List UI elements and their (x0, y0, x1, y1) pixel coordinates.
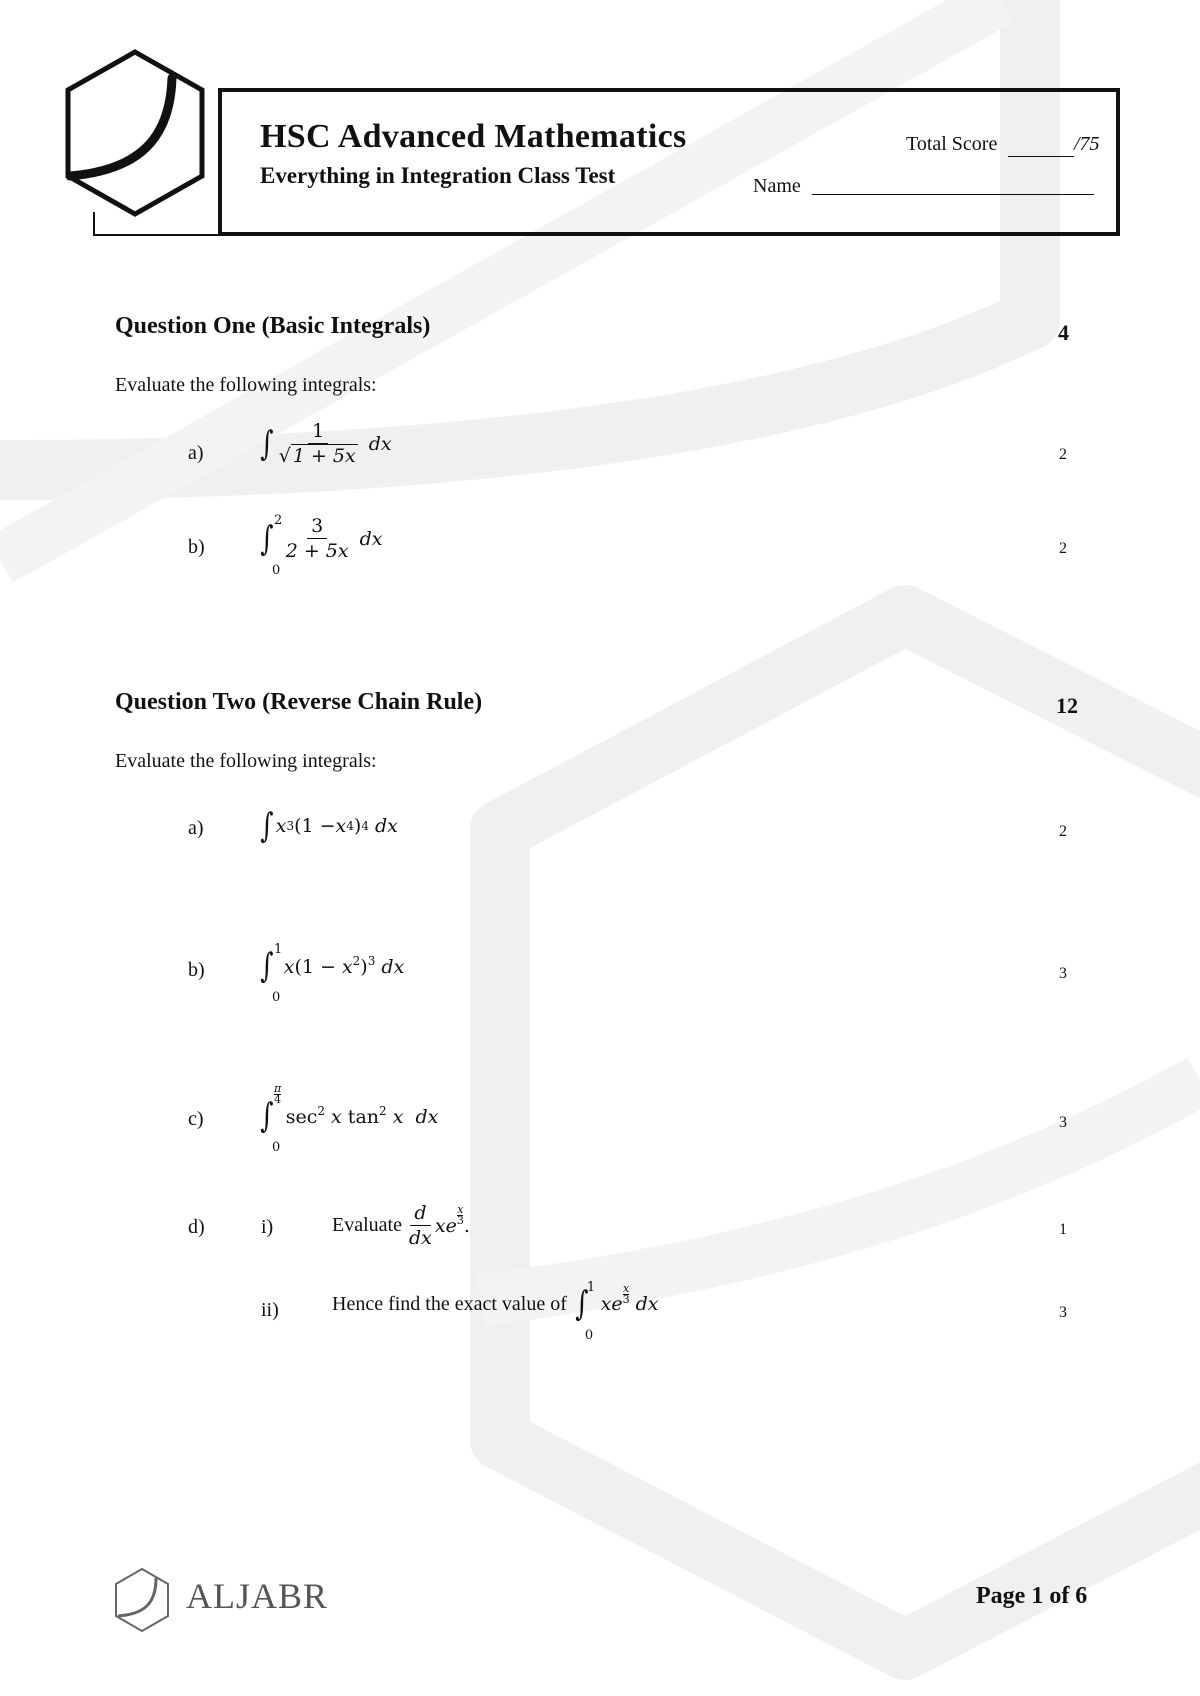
upper-limit: 2 (274, 513, 283, 528)
question-one-marks: 4 (1058, 320, 1069, 345)
lower-limit: 0 (272, 1140, 281, 1155)
header-frame-leg-vertical (93, 212, 95, 236)
integral-sign: ∫ (260, 1096, 274, 1136)
q2b-expression: ∫ 1 0 $x(1 - x^2)^3$ dx (260, 942, 405, 1005)
document-subtitle: Everything in Integration Class Test (260, 163, 616, 188)
lower-limit: 0 (272, 990, 281, 1005)
part-label: b) (188, 959, 205, 981)
part-marks: 3 (1059, 1114, 1067, 1131)
part-label: d) (188, 1216, 205, 1238)
integral-sign: ∫ (575, 1284, 589, 1324)
part-marks: 3 (1059, 1304, 1067, 1321)
integral-sign: ∫ (260, 946, 274, 986)
question-one-instruction: Evaluate the following integrals: (115, 374, 377, 396)
part-label: b) (188, 536, 205, 558)
fraction: $\frac{3}{2 + 5x}$ (285, 515, 349, 562)
subpart-label: ii) (261, 1299, 279, 1321)
question-two-heading: Question Two (Reverse Chain Rule) (115, 689, 483, 715)
total-score-max: /75 (1074, 133, 1100, 155)
header-frame-leg (93, 234, 225, 236)
part-label: a) (188, 817, 204, 839)
lower-limit: 0 (584, 1328, 594, 1343)
fraction: $\frac{1}{√ 1 + 5x}$ (278, 420, 356, 467)
page-number: Page 1 of 6 (976, 1583, 1088, 1609)
q2c-expression: ∫ π 4 0 $\sec^2 x$ $\tan^2 x$ dx (260, 1082, 439, 1155)
total-score-blank (1008, 156, 1074, 157)
derivative-operator: $\frac{d}{dx}$ (408, 1202, 432, 1249)
question-one-heading: Question One (Basic Integrals) (115, 313, 431, 339)
question-two-marks: 12 (1056, 693, 1078, 718)
subpart-label: i) (261, 1216, 274, 1238)
brand-wordmark: ALJABR (186, 1576, 329, 1616)
integral-sign: ∫ (260, 806, 274, 846)
part-label: a) (188, 442, 204, 464)
part-label: c) (188, 1108, 204, 1130)
hexagon-logo-icon (60, 48, 210, 218)
part-marks: 2 (1059, 446, 1067, 463)
q2d-i-expression: Evaluate $\frac{d}{dx}$ xe x 3 . (332, 1202, 470, 1249)
document-title: HSC Advanced Mathematics (260, 118, 687, 155)
aljabr-logo-icon (112, 1566, 172, 1634)
total-score-label: Total Score (906, 133, 998, 155)
q1b-expression: ∫ 2 0 $\frac{3}{2 + 5x}$ dx (260, 513, 383, 578)
part-marks: 2 (1059, 823, 1067, 840)
name-blank (812, 194, 1094, 195)
q2a-expression: ∫ x 3 (1 − x 4 ) 4 dx (260, 806, 398, 846)
integral-sign: ∫ (260, 518, 274, 559)
part-marks: 2 (1059, 540, 1067, 557)
part-marks: 1 (1059, 1221, 1067, 1238)
header-frame (218, 88, 1120, 236)
upper-limit: 1 (586, 1280, 596, 1295)
q1a-expression: ∫ $\frac{1}{√ 1 + 5x}$ dx (260, 420, 392, 467)
name-label: Name (753, 175, 801, 197)
lower-limit: 0 (272, 563, 281, 578)
upper-limit: 1 (274, 942, 283, 957)
q2d-ii-expression: Hence find the exact value of ∫ 1 0 xe x 3 dx (332, 1280, 659, 1343)
upper-limit: π 4 (274, 1082, 282, 1106)
part-marks: 3 (1059, 965, 1067, 982)
question-two-instruction: Evaluate the following integrals: (115, 750, 377, 772)
integral-sign: ∫ (260, 423, 274, 464)
